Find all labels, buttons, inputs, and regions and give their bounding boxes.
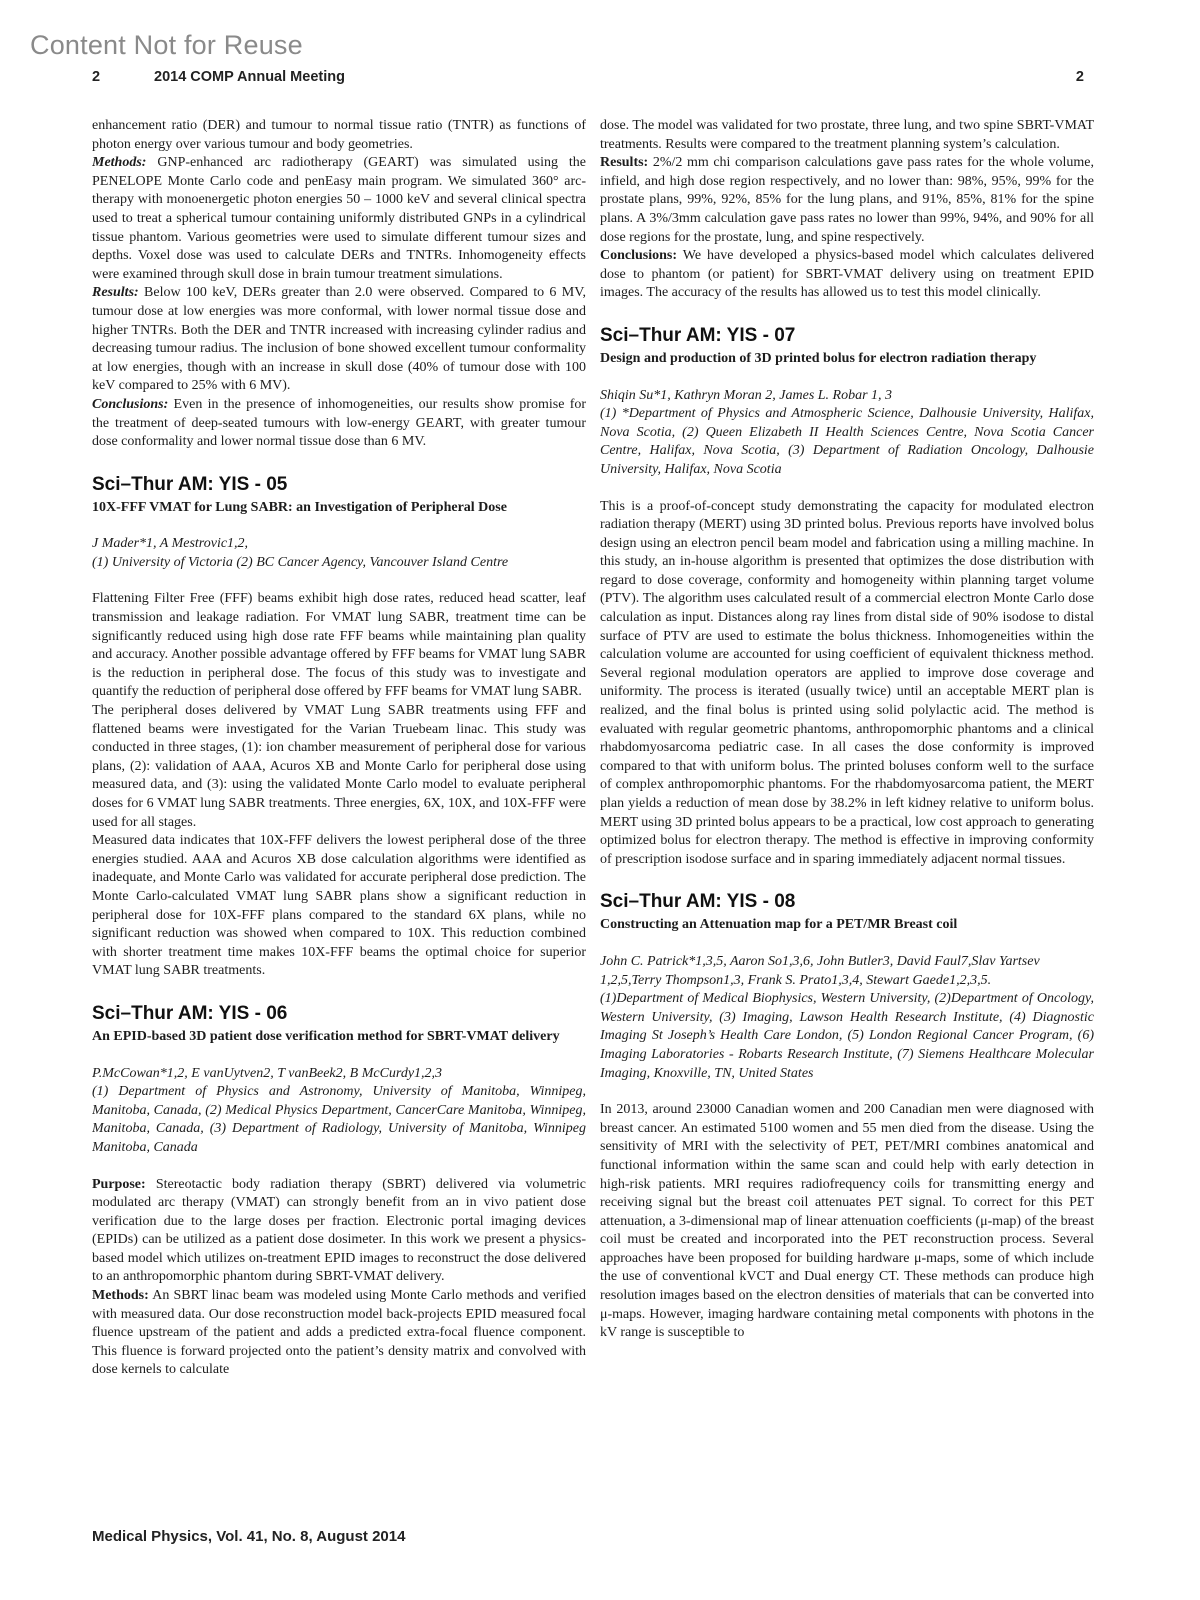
watermark: Content Not for Reuse: [30, 30, 303, 60]
affiliations-yis06: (1) Department of Physics and Astronomy, University of Manitoba, Winnipeg, Manitoba, Canada, (2) Medical Physics Department, CancerCare Manitoba, Winnipeg, Manitoba, Canada, (3) Department of Radiology, University of Manitoba, Winnipeg Manitoba, Canada: [92, 1084, 586, 1155]
journal-footer: Medical Physics, Vol. 41, No. 8, August 2014: [92, 1528, 406, 1545]
methods-paragraph: [92, 154, 586, 284]
conclusions-text: Even in the presence of inhomogeneities, our results show promise for the treatment of deep-seated tumours with low-energy GEART, with greater tumour dose conformality and lower normal tissue dose than 6 MV.: [92, 396, 586, 450]
body-yis07: This is a proof-of-concept study demonstrating the capacity for modulated electron radiation therapy (MERT) using 3D printed bolus. Previous reports have involved bolus design using an electron pencil beam model and fabrication using a milling machine. In this study, an in-house algorithm is presented that optimizes the dose distribution with regard to dose coverage, conformity and homogeneity within planning target volume (PTV). The algorithm uses calculated result of a commercial electron Monte Carlo dose calculation as input. Distances along ray lines from distal side of 90% isodose to distal surface of PTV are used to estimate the bolus thickness. Inhomogeneities within the calculation volume are accounted for using coefficient of equivalent thickness method. Several regional modulation operators are applied to improve dose coverage and uniformity. The process is iterated (usually twice) until an acceptable MERT plan is realized, and the final bolus is printed using solid polylactic acid. The method is evaluated with regular geometric phantoms, anthropomorphic phantoms and a clinical rhabdomyosarcoma pediatric case. In all cases the dose conformity is improved compared to that with uniform bolus. The printed boluses conform well to the surface of complex anthropomorphic phantoms. For the rhabdomyosarcoma patient, the MERT plan yields a reduction of mean dose by 38.2% in left kidney relative to uniform bolus. MERT using 3D printed bolus appears to be a practical, low cost approach to generating optimized bolus for electron therapy. The method is effective in improving conformity of prescription isodose surface and in sparing immediately adjacent normal tissues.: [600, 498, 1094, 867]
yis06-continuation: dose. The model was validated for two prostate, three lung, and two spine SBRT-VMAT treatments. Results were compared to the treatment planning system’s calculation.: [600, 118, 1094, 152]
conclusions-paragraph: [92, 396, 586, 452]
abstract-title-yis06: An EPID-based 3D patient dose verification method for SBRT-VMAT delivery: [92, 1028, 560, 1044]
left-column: [92, 117, 586, 1517]
body-yis05-p1: Flattening Filter Free (FFF) beams exhibit high dose rates, reduced head scatter, leaf transmission and leakage radiation. For VMAT lung SABR, treatment time can be significantly reduced using high dose rate FFF beams while maintaining plan quality and accuracy. Another possible advantage offered by FFF beams for VMAT lung SABR is the reduction in peripheral dose. The focus of this study was to investigate and quantify the reduction of peripheral dose offered by FFF beams for VMAT lung SABR.: [92, 591, 586, 700]
body-yis05-p3: Measured data indicates that 10X-FFF delivers the lowest peripheral dose of the three energies studied. AAA and Acuros XB dose calculation algorithms were identified as inadequate, and Monte Carlo was validated for accurate peripheral dose prediction. The Monte Carlo-calculated VMAT lung SABR plans show a significant reduction in peripheral dose for 10X-FFF plans compared to the standard 6X plans, while no significant reduction was showed when compared to 10X. This reduction combined with shorter treatment time makes 10X-FFF beams the optimal choice for superior VMAT lung SABR treatments.: [92, 833, 586, 979]
conclusions-label: Conclusions:: [92, 396, 169, 412]
body-yis08: In 2013, around 23000 Canadian women and 200 Canadian men were diagnosed with breast cancer. An estimated 5100 women and 55 men died from the disease. Using the sensitivity of MRI with the selectivity of PET, PET/MRI combines anatomical and functional information within the same scan and could help with early detection in high-risk patients. MRI requires radiofrequency coils for transmitting energy and receiving signal but the breast coil attenuates PET signal. To correct for this PET attenuation, a 3-dimensional map of linear attenuation coefficients (μ-map) of the breast coil must be created and incorporated into the PET reconstruction process. Several approaches have been proposed for building hardware μ-maps, some of which include the use of conventional kVCT and Dual energy CT. These methods can produce high resolution images based on the electron densities of materials that can be converted into μ-maps. However, imaging hardware containing metal components with photons in the kV range is susceptible to: [600, 1102, 1094, 1341]
results-paragraph: [92, 284, 586, 396]
methods-label: Methods:: [92, 155, 147, 171]
section-heading-yis06: Sci–Thur AM: YIS - 06: [92, 1002, 288, 1024]
methods-text-yis06: An SBRT linac beam was modeled using Monte Carlo methods and verified with measured data. Our dose reconstruction model back-projects EPID measured focal fluence upstream of the patient and adds a predicted extra-focal fluence component. This fluence is forward projected onto the patient’s density matrix and convolved with dose kernels to calculate: [92, 1288, 586, 1378]
right-column: [600, 117, 1094, 1517]
methods-paragraph-yis06: [92, 1287, 586, 1380]
section-heading-yis07: Sci–Thur AM: YIS - 07: [600, 324, 796, 346]
results-label: Results:: [92, 285, 139, 301]
results-text-yis06: 2%/2 mm chi comparison calculations gave pass rates for the whole volume, infield, and high dose region respectively, and no lower than: 98%, 95%, 99% for the prostate plans, 99%, 92%, 85% for the lung plans, and 91%, 85%, 81% for the spine plans. A 3%/3mm calculation gave pass rates no lower than 99%, 94%, and 90% for all dose regions for the prostate, lung, and spine respectively.: [600, 155, 1094, 245]
authors-yis06: P.McCowan*1,2, E vanUytven2, T vanBeek2, B McCurdy1,2,3: [92, 1065, 443, 1081]
section-heading-yis08: Sci–Thur AM: YIS - 08: [600, 891, 796, 913]
results-label-yis06: Results:: [600, 155, 649, 171]
results-text: Below 100 keV, DERs greater than 2.0 were observed. Compared to 6 MV, tumour dose at low energies was more conformal, with lower normal tissue dose and higher TNTRs. Both the DER and TNTR increased with increasing cylinder radius and decreasing tumour radius. The inclusion of bone showed excellent tumour conformality at low energies, though with an increase in skull dose (40% of tumour dose with 100 keV compared to 25% with 6 MV).: [92, 285, 586, 394]
running-header: [92, 69, 1092, 91]
authors-yis07: Shiqin Su*1, Kathryn Moran 2, James L. Robar 1, 3: [600, 387, 893, 403]
methods-label-yis06: Methods:: [92, 1288, 149, 1304]
purpose-text: Stereotactic body radiation therapy (SBRT) delivered via volumetric modulated arc therapy (VMAT) can strongly benefit from an in vivo patient dose verification due to the large doses per fraction. Electronic portal imaging devices (EPIDs) can be utilized as a patient dose dosimeter. In this work we present a physics-based model which utilizes on-treatment EPID images to reconstruct the dose delivered to an anthropomorphic phantom during SBRT-VMAT delivery.: [92, 1176, 586, 1285]
results-paragraph-yis06: [600, 154, 1094, 247]
section-heading-yis05: Sci–Thur AM: YIS - 05: [92, 473, 288, 495]
affiliations-yis07: (1) *Department of Physics and Atmospheric Science, Dalhousie University, Halifax, Nova Scotia, (2) Queen Elizabeth II Health Sciences Centre, Nova Scotia Cancer Centre, Halifax, Nova Scotia, (3) Department of Radiation Oncology, Dalhousie University, Halifax, Nova Scotia: [600, 406, 1094, 477]
conclusions-paragraph-yis06: [600, 247, 1094, 303]
affiliations-yis05: (1) University of Victoria (2) BC Cancer Agency, Vancouver Island Centre: [92, 554, 509, 570]
authors-yis05: J Mader*1, A Mestrovic1,2,: [92, 536, 249, 552]
body-yis05-p2: The peripheral doses delivered by VMAT Lung SABR treatments using FFF and flattened beams were investigated for the Varian Truebeam linac. This study was conducted in three stages, (1): ion chamber measurement of peripheral dose for various plans, (2): validation of AAA, Acuros XB and Monte Carlo for peripheral dose using measured data, and (3): using the validated Monte Carlo model to evaluate peripheral doses for 6 VMAT lung SABR treatments. Three energies, 6X, 10X, and 10X-FFF were used for all stages.: [92, 703, 586, 830]
methods-text: GNP-enhanced arc radiotherapy (GEART) was simulated using the PENELOPE Monte Carlo code and penEasy main program. We simulated 360° arc-therapy with monoenergetic photon energies 50 – 1000 keV and several clinical spectra used to treat a spherical tumour containing uniformly distributed GNPs in a cylindrical tissue phantom. Various geometries were used to simulate different tumour sizes and depths. Voxel dose was used to calculate DERs and TNTRs. Inhomogeneity effects were examined through skull dose in brain tumour treatment simulations.: [92, 155, 586, 282]
journal-header-title: 2014 COMP Annual Meeting: [154, 69, 345, 85]
affiliations-yis08: (1)Department of Medical Biophysics, Western University, (2)Department of Oncology, Western University, (3) Imaging, Lawson Health Research Institute, (4) Diagnostic Imaging St Joseph’s Health Care London, (5) London Regional Cancer Program, (6) Imaging Laboratories - Robarts Research Institute, (7) Siemens Healthcare Molecular Imaging, Knoxville, TN, United States: [600, 991, 1094, 1081]
page-number-right: 2: [1075, 69, 1084, 85]
purpose-paragraph-yis06: [92, 1176, 586, 1288]
conclusions-text-yis06: We have developed a physics-based model which calculates delivered dose to phantom (or patient) for SBRT-VMAT delivery using on treatment EPID images. The accuracy of the results has allowed us to test this model clinically.: [600, 248, 1094, 301]
conclusions-label-yis06: Conclusions:: [600, 248, 678, 264]
abstract-title-yis08: Constructing an Attenuation map for a PET/MR Breast coil: [600, 917, 958, 933]
purpose-label: Purpose:: [92, 1176, 146, 1192]
page-number-left: 2: [92, 69, 101, 85]
abstract-title-yis07: Design and production of 3D printed bolus for electron radiation therapy: [600, 350, 1037, 366]
authors-yis08: John C. Patrick*1,3,5, Aaron So1,3,6, John Butler3, David Faul7,Slav Yartsev 1,2,5,Terry Thompson1,3, Frank S. Prato1,3,4, Stewart Gaede1,2,3,5.: [600, 953, 1040, 988]
abstract-title-yis05: 10X-FFF VMAT for Lung SABR: an Investigation of Peripheral Dose: [92, 499, 507, 515]
intro-continuation: enhancement ratio (DER) and tumour to normal tissue ratio (TNTR) as functions of photon energy over various tumour and body geometries.: [92, 118, 586, 152]
